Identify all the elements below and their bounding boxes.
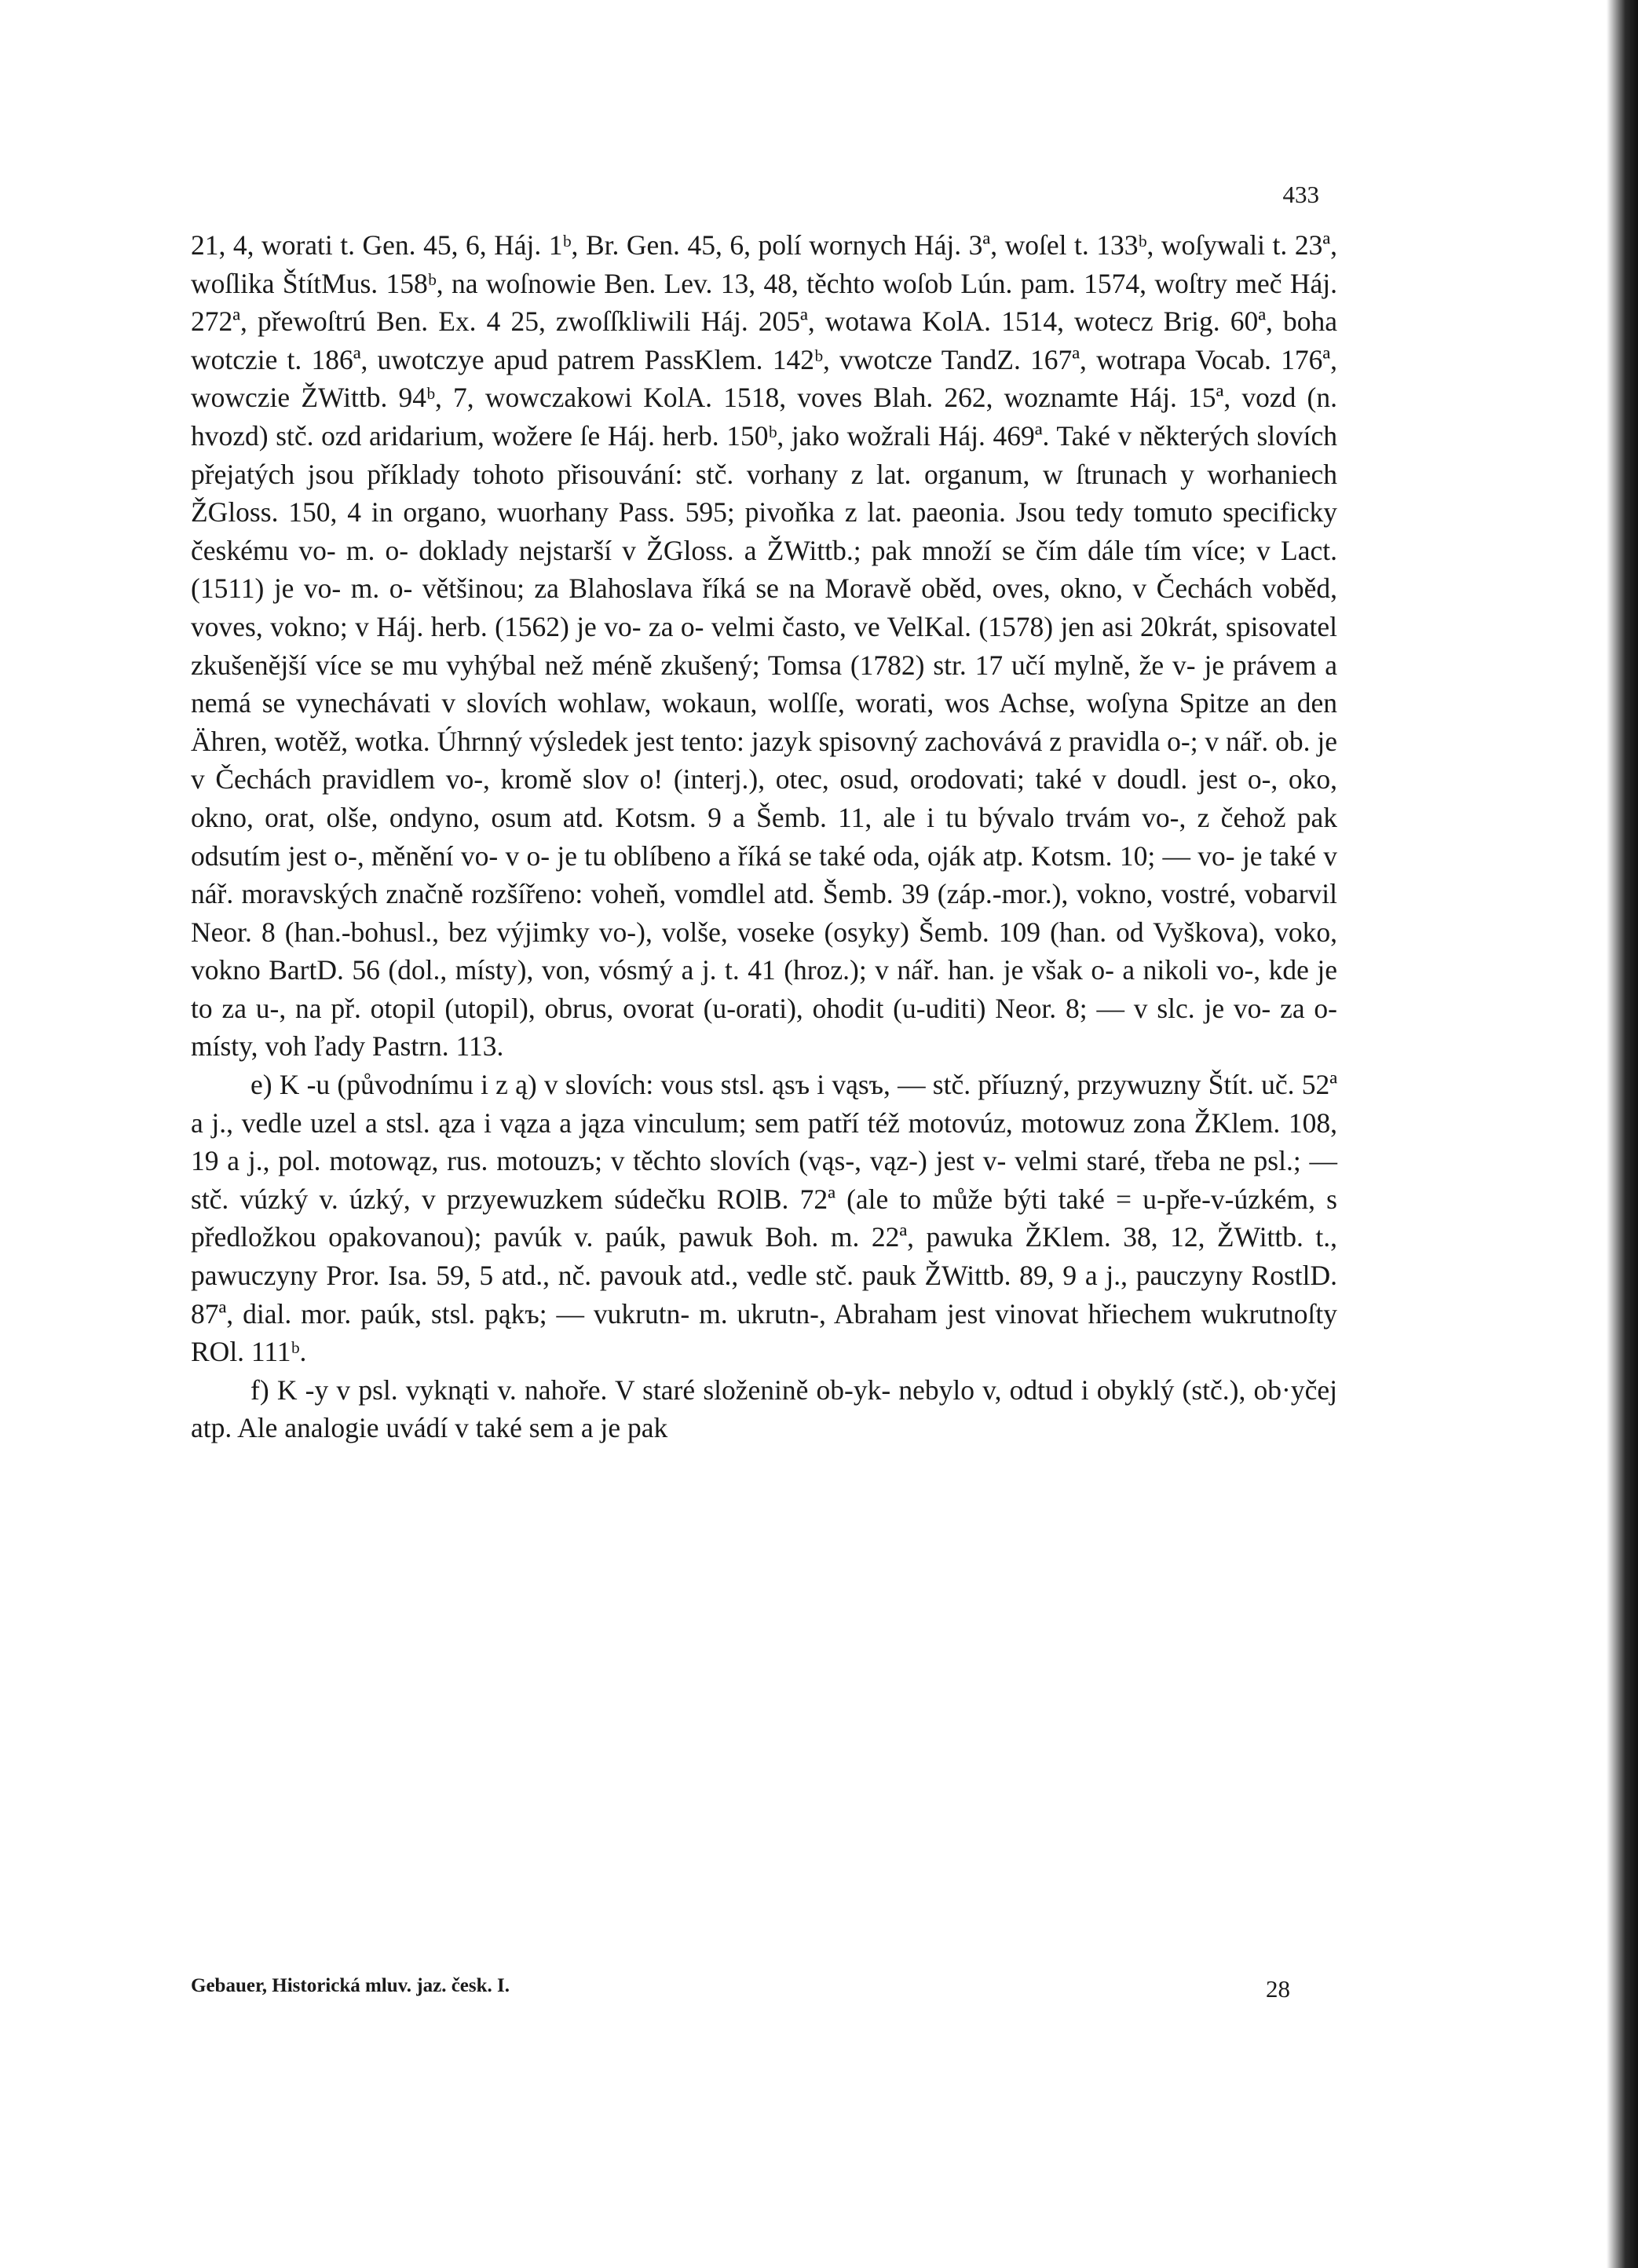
paragraph-e: e) K -u (původnímu i z ą) v slovích: vous stsl. ąsъ i vąsъ, — stč. příuzný, przywuzny Štít. uč. 52ª a j., vedle uzel a stsl. ąza i vąza a jąza vinculum; sem patří též motovúz, motowuz zona ŽKlem. 108, 19 a j., pol. motowąz, rus. motouzъ; v těchto slovích (vąs-, vąz-) jest v- velmi staré, třeba ne psl.; — stč. vúzký v. úzký, v przyewuzkem súdečku ROlB. 72ª (ale to může býti také = u-pře-v-úzkém, s předložkou opakovanou); pavúk v. paúk, pawuk Boh. m. 22ª, pawuka ŽKlem. 38, 12, ŽWittb. t., pawuczyny Pror. Isa. 59, 5 atd., nč. pavouk atd., vedle stč. pauk ŽWittb. 89, 9 a j., pauczyny RostlD. 87ª, dial. mor. paúk, stsl. pąkъ; — vukrutn- m. ukrutn-, Abraham jest vinovat hřiechem wukrutnoſty ROl. 111ᵇ.	[191, 1069, 1337, 1368]
page-number: 433	[1282, 181, 1319, 208]
paragraph-continuation: 21, 4, worati t. Gen. 45, 6, Háj. 1ᵇ, Br. Gen. 45, 6, polí wornych Háj. 3ª, woſel t. 133ᵇ, woſywali t. 23ª, woſlika ŠtítMus. 158ᵇ, na woſnowie Ben. Lev. 13, 48, těchto woſob Lún. pam. 1574, woſtry meč Háj. 272ª, přewoſtrú Ben. Ex. 4 25, zwoſſkliwili Háj. 205ª, wotawa KolA. 1514, wotecz Brig. 60ª, boha wotczie t. 186ª, uwotczye apud patrem PassKlem. 142ᵇ, vwotcze TandZ. 167ª, wotrapa Vocab. 176ª, wowczie ŽWittb. 94ᵇ, 7, wowczakowi KolA. 1518, voves Blah. 262, woznamte Háj. 15ª, vozd (n. hvozd) stč. ozd aridarium, wožere ſe Háj. herb. 150ᵇ, jako wožrali Háj. 469ª. Také v některých slovích přejatých jsou příklady tohoto přisouvání: stč. vorhany z lat. organum, w ſtrunach y worhaniech ŽGloss. 150, 4 in organo, wuorhany Pass. 595; pivoňka z lat. paeonia. Jsou tedy tomuto specificky českému vo- m. o- doklady nejstarší v ŽGloss. a ŽWittb.; pak množí se čím dále tím více; v Lact. (1511) je vo- m. o- většinou; za Blahoslava říká se na Moravě oběd, oves, okno, v Čechách voběd, voves, vokno; v Háj. herb. (1562) je vo- za o- velmi často, ve VelKal. (1578) jen asi 20krát, spisovatel zkušenější více se mu vyhýbal než méně zkušený; Tomsa (1782) str. 17 učí mylně, že v- je právem a nemá se vynechávati v slovích wohlaw, wokaun, wolſſe, worati, wos Achse, woſyna Spitze an den Ähren, wotěž, wotka. Úhrnný výsledek jest tento: jazyk spisovný zachovává z pravidla o-; v nář. ob. je v Čechách pravidlem vo-, kromě slov o! (interj.), otec, osud, orodovati; také v doudl. jest o-, oko, okno, orat, olše, ondyno, osum atd. Kotsm. 9 a Šemb. 11, ale i tu bývalo trvám vo-, z čehož pak odsutím jest o-, měnění vo- v o- je tu oblíbeno a říká se také oda, oják atp. Kotsm. 10; — vo- je také v nář. moravských značně rozšířeno: voheň, vomdlel atd. Šemb. 39 (záp.-mor.), vokno, vostré, vobarvil Neor. 8 (han.-bohusl., bez výjimky vo-), volše, voseke (osyky) Šemb. 109 (han. od Vyškova), voko, vokno BartD. 56 (dol., místy), von, vósmý a j. t. 41 (hroz.); v nář. han. je však o- a nikoli vo-, kde je to za u-, na př. otopil (utopil), obrus, ovorat (u-orati), ohodit (u-uditi) Neor. 8; — v slc. je vo- za o- místy, voh ľady Pastrn. 113.	[191, 229, 1338, 1063]
footer-sheet-number: 28	[1266, 1975, 1290, 2003]
body-text	[191, 226, 1337, 1447]
footer-book-title: Gebauer, Historická mluv. jaz. česk. I.	[191, 1975, 510, 1996]
scan-edge-shadow	[1607, 0, 1638, 2268]
paragraph-f: f) K -y v psl. vyknąti v. nahoře. V staré složenině ob-yk- nebylo v, odtud i obyklý (stč.), ob·yčej atp. Ale analogie uvádí v také sem a je pak	[191, 1374, 1337, 1444]
footer	[191, 1975, 1337, 2003]
